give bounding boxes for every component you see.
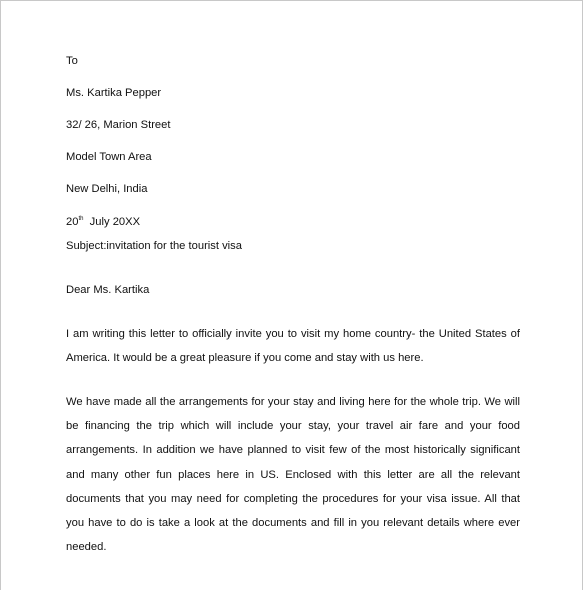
recipient-name: Ms. Kartika Pepper	[66, 87, 162, 99]
date-day: 20	[66, 216, 79, 228]
to-label: To	[66, 55, 78, 67]
address-line-2: Model Town Area	[66, 151, 152, 163]
address-line-1: 32/ 26, Marion Street	[66, 119, 171, 131]
letter-date	[66, 215, 140, 229]
date-suffix: th	[78, 216, 84, 222]
subject-line: Subject:invitation for the tourist visa	[66, 240, 242, 252]
greeting: Dear Ms. Kartika	[66, 284, 150, 296]
paragraph-2: We have made all the arrangements for your stay and living here for the whole trip. We will be financing the trip which will include your stay, your travel air fare and your food arrangements. In addition we have planned to visit few of the most historically significant and many other fun places here in US. Enclosed with this letter are all the relevant documents that you may need for completing the procedures for your visa issue. All that you have to do is take a look at the documents and fill in you relevant details where ever needed.	[66, 396, 520, 554]
date-month-year: July 20XX	[83, 216, 141, 228]
address-line-3: New Delhi, India	[66, 183, 148, 195]
paragraph-1: I am writing this letter to officially invite you to visit my home country- the United States of America. It would be a great pleasure if you come and stay with us here.	[66, 328, 520, 365]
